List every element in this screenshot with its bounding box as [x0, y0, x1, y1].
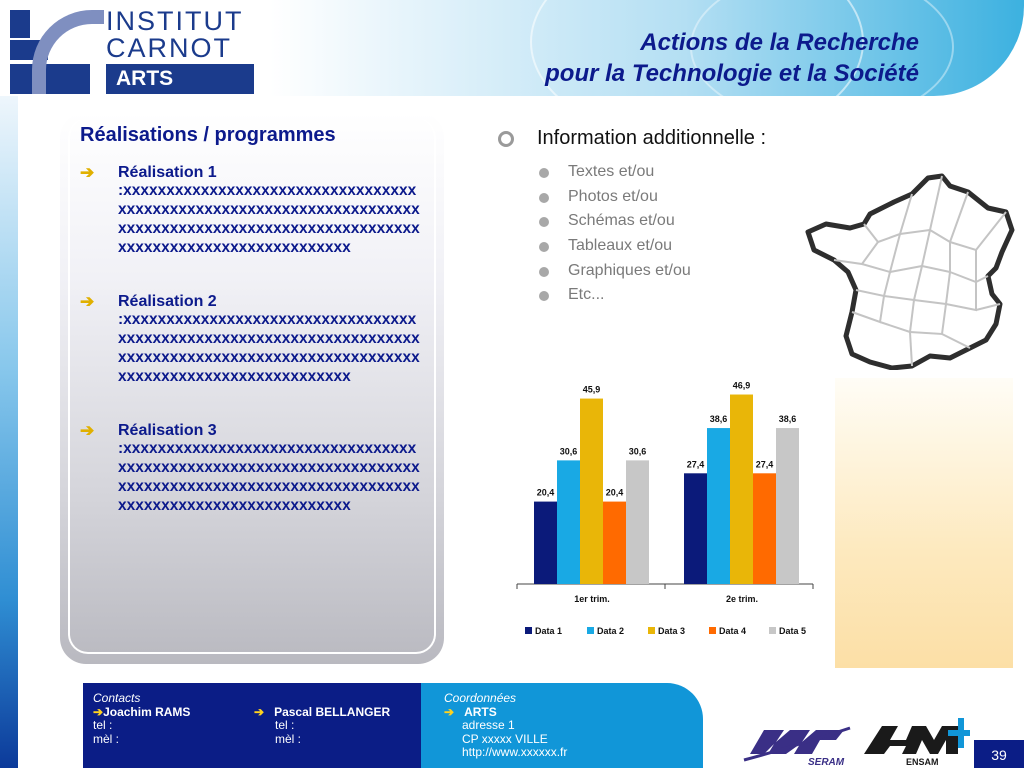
contacts-label: Contacts: [93, 691, 141, 705]
info-item-label: Schémas et/ou: [568, 212, 675, 230]
contact-name: Joachim RAMS: [103, 704, 191, 719]
info-list-item: [537, 209, 691, 234]
info-list-item: [537, 259, 691, 284]
legend-label: Data 2: [597, 626, 625, 636]
institut-carnot-logo: [8, 6, 270, 94]
legend-swatch: [769, 627, 776, 634]
chart-bar: [534, 502, 557, 584]
logo-arts-box: [106, 64, 254, 94]
data-label: 27,4: [686, 459, 705, 470]
logo-word-institut: INSTITUT: [106, 6, 244, 36]
data-label: 38,6: [709, 414, 728, 425]
ring-bullet-icon: [498, 131, 514, 147]
seram-logo: [740, 720, 852, 766]
coord-org: ARTS: [464, 704, 497, 719]
info-list-item: [537, 160, 691, 185]
chart-bar: [730, 395, 753, 584]
logo-curve: [32, 10, 104, 94]
data-label: 46,9: [732, 380, 751, 391]
chart-bar: [603, 502, 626, 584]
realisation-body: :xxxxxxxxxxxxxxxxxxxxxxxxxxxxxxxxxxxxxxxxxxxxxxxxxxxxxxxxxxxxxxxxxxxxxxxxxxxxxxxxxxxxxxxxxxxxxxxxxxxxxxxxxxxxxxxxxxxxxxxxxxxxxxxxxxx: [118, 440, 420, 514]
chart-bar: [776, 428, 799, 584]
arrow-right-icon: ➔: [80, 421, 95, 440]
france-map-icon: [800, 172, 1022, 370]
page-number: 39: [974, 740, 1024, 768]
bullet-dot-icon: [539, 242, 549, 252]
cream-decor-panel: [835, 378, 1013, 668]
panel-title: Réalisations / programmes: [80, 124, 336, 146]
bullet-dot-icon: [539, 168, 549, 178]
coord-label: Coordonnées: [444, 691, 517, 705]
info-list-item: [537, 185, 691, 210]
category-label: 1er trim.: [574, 594, 610, 604]
realisation-title: Réalisation 1: [118, 164, 217, 181]
legend-label: Data 5: [779, 626, 807, 636]
realisation-title: Réalisation 3: [118, 422, 217, 439]
bar-chart: [505, 370, 835, 642]
legend-swatch: [525, 627, 532, 634]
ensam-logo: [860, 718, 970, 766]
chart-bar: [557, 460, 580, 584]
contact-tel: tel :: [275, 718, 295, 732]
plus-icon-horizontal: [948, 730, 970, 736]
coord-city: CP xxxxx VILLE: [462, 731, 548, 746]
coord-url[interactable]: http://www.xxxxxx.fr: [462, 745, 568, 759]
data-label: 30,6: [628, 446, 647, 457]
chart-bar: [753, 473, 776, 584]
category-label: 2e trim.: [725, 594, 759, 604]
chart-bar: [580, 399, 603, 584]
arrow-right-icon: ➔: [93, 704, 104, 719]
bullet-dot-icon: [539, 267, 549, 277]
info-item-label: Textes et/ou: [568, 163, 655, 180]
arrow-right-icon: ➔: [80, 292, 95, 311]
legend-label: Data 3: [658, 626, 686, 636]
logo-word-carnot: CARNOT: [106, 33, 232, 63]
footer-contacts: [83, 683, 703, 768]
ensam-logo-mark: [864, 726, 958, 754]
slide-title: [545, 27, 919, 89]
info-item-label: Graphiques et/ou: [568, 261, 691, 279]
info-item-label: Tableaux et/ou: [568, 237, 673, 255]
logo-stripe: [10, 10, 30, 38]
contact-2: [254, 706, 390, 747]
left-gradient-bar: [0, 96, 18, 768]
chart-bar: [684, 473, 707, 584]
ensam-logo-text: ENSAM: [906, 757, 939, 766]
arrow-right-icon: ➔: [444, 704, 455, 719]
data-label: 45,9: [582, 384, 601, 395]
info-title: Information additionnelle :: [537, 127, 767, 149]
realisation-title: Réalisation 2: [118, 293, 217, 310]
arrow-right-icon: ➔: [80, 163, 95, 182]
data-label: 20,4: [605, 487, 624, 498]
coord-address: adresse 1: [462, 718, 515, 732]
chart-bar: [707, 428, 730, 584]
slide-title-line2: pour la Technologie et la Société: [545, 60, 919, 87]
contact-1: [93, 692, 190, 746]
legend-label: Data 4: [719, 626, 747, 636]
data-label: 20,4: [536, 487, 555, 498]
realisation-body: :xxxxxxxxxxxxxxxxxxxxxxxxxxxxxxxxxxxxxxxxxxxxxxxxxxxxxxxxxxxxxxxxxxxxxxxxxxxxxxxxxxxxxxxxxxxxxxxxxxxxxxxxxxxxxxxxxxxxxxxxxxxxxxxxxxx: [118, 182, 420, 256]
data-label: 30,6: [559, 446, 578, 457]
data-label: 27,4: [755, 459, 774, 470]
logo-arts-label: ARTS: [116, 67, 174, 90]
legend-swatch: [587, 627, 594, 634]
bullet-dot-icon: [539, 217, 549, 227]
data-label: 38,6: [778, 414, 797, 425]
realisation-body: :xxxxxxxxxxxxxxxxxxxxxxxxxxxxxxxxxxxxxxxxxxxxxxxxxxxxxxxxxxxxxxxxxxxxxxxxxxxxxxxxxxxxxxxxxxxxxxxxxxxxxxxxxxxxxxxxxxxxxxxxxxxxxxxxxxx: [118, 311, 420, 385]
chart-bar: [626, 460, 649, 584]
arrow-right-icon: ➔: [254, 704, 265, 719]
legend-swatch: [648, 627, 655, 634]
slide-title-line1: Actions de la Recherche: [640, 29, 919, 56]
contact-name: Pascal BELLANGER: [274, 704, 391, 719]
info-item-label: Etc...: [568, 286, 605, 304]
coordinates: [444, 692, 567, 760]
contact-tel: tel :: [93, 718, 113, 732]
legend-label: Data 1: [535, 626, 563, 636]
info-item-label: Photos et/ou: [568, 187, 658, 205]
seram-logo-text: SERAM: [808, 757, 845, 766]
bullet-dot-icon: [539, 193, 549, 203]
bullet-dot-icon: [539, 291, 549, 301]
info-list: [537, 160, 691, 308]
contact-mel: mèl :: [275, 731, 302, 746]
legend-swatch: [709, 627, 716, 634]
contact-mel: mèl :: [93, 731, 120, 746]
info-list-item: [537, 283, 691, 308]
info-list-item: [537, 234, 691, 259]
